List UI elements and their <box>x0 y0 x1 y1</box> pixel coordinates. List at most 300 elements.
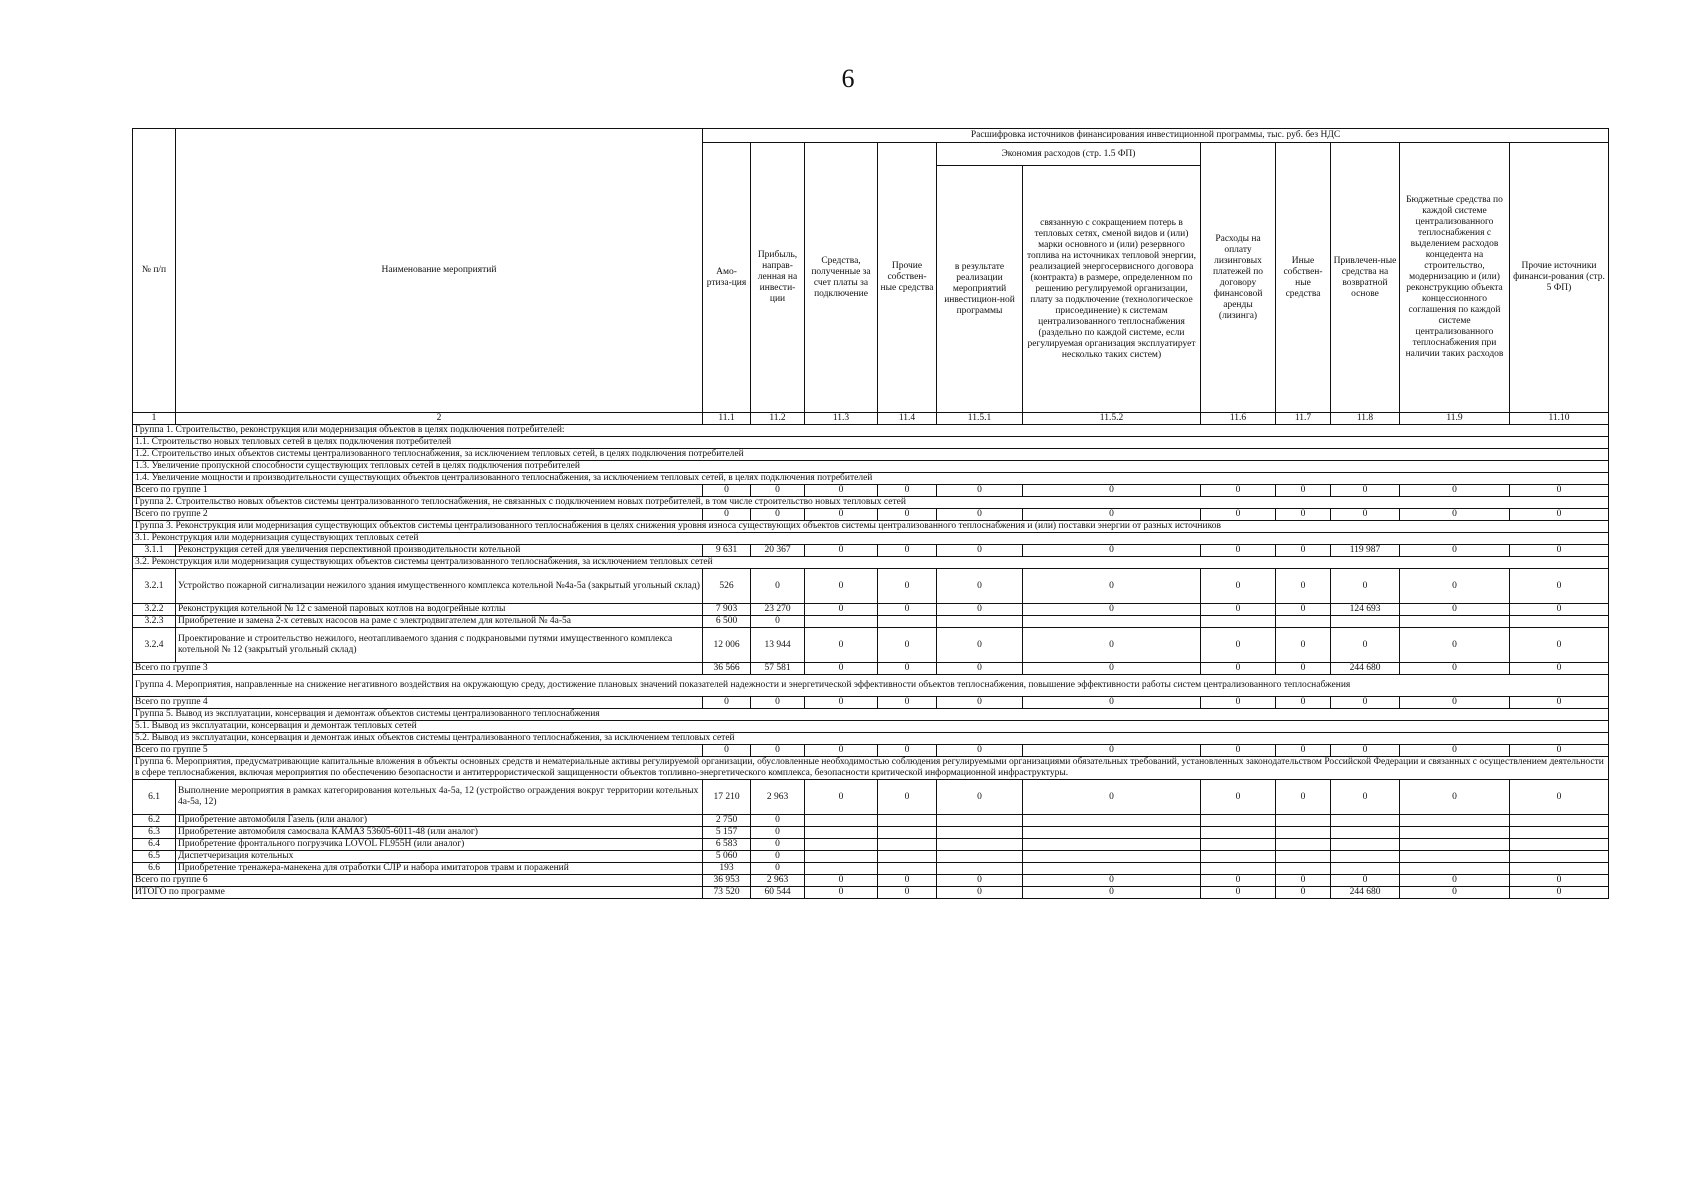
value-cell: 0 <box>805 780 878 815</box>
value-cell: 0 <box>1331 485 1400 497</box>
column-number-cell: 11.1 <box>703 413 751 425</box>
value-cell: 0 <box>805 545 878 557</box>
value-cell: 244 680 <box>1331 663 1400 675</box>
value-cell: 0 <box>1276 663 1331 675</box>
value-cell: 0 <box>1331 628 1400 663</box>
value-cell: 0 <box>1400 628 1510 663</box>
value-cell: 0 <box>1331 875 1400 887</box>
value-cell: 0 <box>1201 663 1276 675</box>
value-cell <box>1201 863 1276 875</box>
header-other-own: Прочие собствен-ные средства <box>878 143 937 413</box>
value-cell <box>1201 839 1276 851</box>
value-cell: 0 <box>751 697 805 709</box>
total-row <box>133 875 1609 887</box>
value-cell: 0 <box>1510 745 1609 757</box>
value-cell: 0 <box>1276 545 1331 557</box>
value-cell: 6 500 <box>703 616 751 628</box>
value-cell: 0 <box>1276 569 1331 604</box>
value-cell <box>1276 616 1331 628</box>
value-cell: 23 270 <box>751 604 805 616</box>
table-row <box>133 839 1609 851</box>
value-cell: 0 <box>937 509 1023 521</box>
value-cell <box>805 839 878 851</box>
value-cell <box>805 827 878 839</box>
value-cell: 0 <box>1201 780 1276 815</box>
value-cell <box>878 851 937 863</box>
value-cell: 0 <box>878 485 937 497</box>
value-cell <box>1276 815 1331 827</box>
value-cell: 0 <box>1023 697 1201 709</box>
header-col-num: № п/п <box>133 129 176 413</box>
section-row <box>133 733 1609 745</box>
value-cell <box>1331 863 1400 875</box>
value-cell: 0 <box>878 569 937 604</box>
value-cell <box>1400 815 1510 827</box>
header-economy-result: в результате реализации мероприятий инвестицион-ной программы <box>937 166 1023 413</box>
value-cell: 0 <box>1400 545 1510 557</box>
header-economy: Экономия расходов (стр. 1.5 ФП) <box>937 143 1201 166</box>
total-row <box>133 509 1609 521</box>
header-other-own-2: Иные собствен-ные средства <box>1276 143 1331 413</box>
value-cell: 0 <box>1331 509 1400 521</box>
item-number: 6.1 <box>133 780 176 815</box>
value-cell: 0 <box>1331 745 1400 757</box>
value-cell: 0 <box>937 745 1023 757</box>
column-number-cell: 1 <box>133 413 176 425</box>
value-cell: 0 <box>878 875 937 887</box>
value-cell: 0 <box>1023 509 1201 521</box>
column-number-cell: 11.6 <box>1201 413 1276 425</box>
value-cell: 0 <box>1023 628 1201 663</box>
value-cell: 0 <box>805 663 878 675</box>
item-number: 6.6 <box>133 863 176 875</box>
header-other-sources: Прочие источники финанси-рования (стр. 5 ФП) <box>1510 143 1609 413</box>
value-cell: 0 <box>703 509 751 521</box>
value-cell <box>937 863 1023 875</box>
table-row <box>133 780 1609 815</box>
value-cell: 0 <box>1201 887 1276 899</box>
header-leasing: Расходы на оплату лизинговых платежей по договору финансовой аренды (лизинга) <box>1201 143 1276 413</box>
value-cell: 0 <box>805 604 878 616</box>
value-cell: 0 <box>937 569 1023 604</box>
table-row <box>133 569 1609 604</box>
table-header <box>133 129 1609 413</box>
value-cell <box>1023 851 1201 863</box>
value-cell: 0 <box>878 628 937 663</box>
value-cell: 0 <box>878 509 937 521</box>
value-cell <box>1510 863 1609 875</box>
value-cell: 0 <box>1331 697 1400 709</box>
value-cell: 9 631 <box>703 545 751 557</box>
section-title: 3.2. Реконструкция или модернизация существующих объектов системы централизованного теплоснабжения, за исключением тепловых сетей <box>133 557 1609 569</box>
section-row <box>133 437 1609 449</box>
value-cell <box>805 851 878 863</box>
total-row <box>133 887 1609 899</box>
item-number: 6.3 <box>133 827 176 839</box>
value-cell: 2 963 <box>751 875 805 887</box>
total-label: Всего по группе 1 <box>133 485 703 497</box>
value-cell: 0 <box>1510 569 1609 604</box>
header-economy-losses: связанную с сокращением потерь в тепловых сетях, сменой видов и (или) марки основного и (или) резервного топлива на источниках тепловой энергии, реализацией энергосервисного договора (контракта) в размере, определенном по решению регулируемой организации, плату за подключение (технологическое присоединение) к системам централизованного теплоснабжения (раздельно по каждой системе, если регулируемая организация эксплуатирует несколько таких систем) <box>1023 166 1201 413</box>
value-cell: 0 <box>1276 509 1331 521</box>
value-cell: 0 <box>878 545 937 557</box>
value-cell <box>1201 851 1276 863</box>
value-cell: 0 <box>1201 875 1276 887</box>
total-row <box>133 745 1609 757</box>
value-cell: 2 750 <box>703 815 751 827</box>
value-cell: 0 <box>751 569 805 604</box>
value-cell: 0 <box>1400 485 1510 497</box>
value-cell: 5 060 <box>703 851 751 863</box>
section-title: Группа 1. Строительство, реконструкция или модернизация объектов в целях подключения потребителей: <box>133 425 1609 437</box>
section-row <box>133 473 1609 485</box>
section-title: 3.1. Реконструкция или модернизация существующих тепловых сетей <box>133 533 1609 545</box>
item-name: Приобретение и замена 2-х сетевых насосов на раме с электродвигателем для котельной № 4а-5а <box>176 616 703 628</box>
item-name: Проектирование и строительство нежилого, неотапливаемого здания с подкрановыми путями имущественного комплекса котельной № 12 (закрытый угольный склад) <box>176 628 703 663</box>
value-cell: 73 520 <box>703 887 751 899</box>
table-row <box>133 827 1609 839</box>
total-label: Всего по группе 5 <box>133 745 703 757</box>
value-cell <box>1400 851 1510 863</box>
value-cell: 0 <box>1023 604 1201 616</box>
section-row <box>133 461 1609 473</box>
section-title: 5.1. Вывод из эксплуатации, консервация и демонтаж тепловых сетей <box>133 721 1609 733</box>
column-number-cell: 11.2 <box>751 413 805 425</box>
item-name: Устройство пожарной сигнализации нежилого здания имущественного комплекса котельной №4а-5а (закрытый угольный склад) <box>176 569 703 604</box>
value-cell: 0 <box>703 745 751 757</box>
column-number-cell: 11.5.1 <box>937 413 1023 425</box>
table-row <box>133 851 1609 863</box>
value-cell <box>878 839 937 851</box>
value-cell <box>878 863 937 875</box>
header-borrowed: Привлечен-ные средства на возвратной основе <box>1331 143 1400 413</box>
value-cell: 20 367 <box>751 545 805 557</box>
value-cell: 0 <box>751 839 805 851</box>
column-number-cell: 11.10 <box>1510 413 1609 425</box>
column-number-cell: 11.4 <box>878 413 937 425</box>
table-row <box>133 545 1609 557</box>
item-number: 6.5 <box>133 851 176 863</box>
value-cell: 0 <box>1276 628 1331 663</box>
value-cell <box>1510 851 1609 863</box>
value-cell: 0 <box>751 815 805 827</box>
value-cell: 119 987 <box>1331 545 1400 557</box>
value-cell <box>1331 815 1400 827</box>
value-cell: 0 <box>937 628 1023 663</box>
value-cell <box>1400 827 1510 839</box>
section-row <box>133 425 1609 437</box>
item-number: 3.2.4 <box>133 628 176 663</box>
value-cell: 12 006 <box>703 628 751 663</box>
value-cell <box>937 839 1023 851</box>
value-cell: 0 <box>878 745 937 757</box>
table-row <box>133 628 1609 663</box>
value-cell: 0 <box>1023 569 1201 604</box>
item-number: 3.2.1 <box>133 569 176 604</box>
value-cell: 0 <box>703 697 751 709</box>
value-cell: 0 <box>1510 509 1609 521</box>
value-cell: 0 <box>751 863 805 875</box>
value-cell: 193 <box>703 863 751 875</box>
section-title: Группа 6. Мероприятия, предусматривающие капитальные вложения в объекты основных средств и нематериальные активы регулируемой организации, обусловленные необходимостью соблюдения регулируемыми организациями обязательных требований, установленных законодательством Российской Федерации и связанных с осуществлением деятельности в сфере теплоснабжения, включая мероприятия по обеспечению безопасности и антитеррористической защищенности объектов топливно-энергетического комплекса, безопасности критической информационной инфраструктуры. <box>133 757 1609 780</box>
value-cell: 0 <box>937 485 1023 497</box>
section-row <box>133 533 1609 545</box>
value-cell <box>1331 839 1400 851</box>
table-row <box>133 616 1609 628</box>
value-cell: 0 <box>1201 745 1276 757</box>
value-cell <box>878 616 937 628</box>
total-label: ИТОГО по программе <box>133 887 703 899</box>
value-cell: 0 <box>1276 485 1331 497</box>
value-cell <box>1510 827 1609 839</box>
value-cell: 0 <box>1400 887 1510 899</box>
value-cell: 0 <box>937 887 1023 899</box>
value-cell: 0 <box>805 875 878 887</box>
value-cell: 0 <box>751 616 805 628</box>
section-title: 1.1. Строительство новых тепловых сетей в целях подключения потребителей <box>133 437 1609 449</box>
value-cell: 0 <box>1023 545 1201 557</box>
value-cell: 124 693 <box>1331 604 1400 616</box>
value-cell <box>1276 839 1331 851</box>
value-cell <box>1400 616 1510 628</box>
value-cell: 5 157 <box>703 827 751 839</box>
section-row <box>133 757 1609 780</box>
value-cell: 0 <box>1276 697 1331 709</box>
value-cell <box>1510 815 1609 827</box>
value-cell: 2 963 <box>751 780 805 815</box>
value-cell: 0 <box>1276 875 1331 887</box>
table-row <box>133 604 1609 616</box>
section-row <box>133 675 1609 697</box>
value-cell: 0 <box>1276 745 1331 757</box>
table-row <box>133 815 1609 827</box>
value-cell: 0 <box>1510 628 1609 663</box>
value-cell <box>1276 863 1331 875</box>
value-cell: 0 <box>1201 628 1276 663</box>
header-amortization: Амо-ртиза-ция <box>703 143 751 413</box>
item-name: Диспетчеризация котельных <box>176 851 703 863</box>
value-cell: 0 <box>703 485 751 497</box>
value-cell: 17 210 <box>703 780 751 815</box>
section-title: 1.3. Увеличение пропускной способности существующих тепловых сетей в целях подключения потребителей <box>133 461 1609 473</box>
value-cell: 0 <box>1201 604 1276 616</box>
section-row <box>133 449 1609 461</box>
section-title: 1.4. Увеличение мощности и производительности существующих объектов централизованного теплоснабжения, за исключением тепловых сетей, в целях подключения потребителей <box>133 473 1609 485</box>
value-cell: 6 583 <box>703 839 751 851</box>
table-body <box>133 413 1609 899</box>
section-title: Группа 3. Реконструкция или модернизация существующих объектов системы централизованного теплоснабжения в целях снижения уровня износа существующих объектов системы централизованного теплоснабжения и (или) поставки энергии от разных источников <box>133 521 1609 533</box>
value-cell: 60 544 <box>751 887 805 899</box>
value-cell: 0 <box>1510 875 1609 887</box>
column-number-cell: 11.9 <box>1400 413 1510 425</box>
value-cell: 36 566 <box>703 663 751 675</box>
value-cell: 0 <box>1201 545 1276 557</box>
header-connection-fee: Средства, полученные за счет платы за подключение <box>805 143 878 413</box>
total-row <box>133 663 1609 675</box>
section-row <box>133 721 1609 733</box>
value-cell: 0 <box>878 780 937 815</box>
value-cell: 0 <box>751 745 805 757</box>
item-name: Реконструкция сетей для увеличения перспективной производительности котельной <box>176 545 703 557</box>
value-cell: 0 <box>751 851 805 863</box>
value-cell <box>878 815 937 827</box>
item-number: 6.4 <box>133 839 176 851</box>
value-cell: 0 <box>878 697 937 709</box>
value-cell: 57 581 <box>751 663 805 675</box>
value-cell <box>1400 863 1510 875</box>
value-cell <box>1023 815 1201 827</box>
value-cell: 0 <box>1510 485 1609 497</box>
item-number: 3.1.1 <box>133 545 176 557</box>
financing-table-container <box>132 128 1608 899</box>
section-title: Группа 5. Вывод из эксплуатации, консервация и демонтаж объектов системы централизованного теплоснабжения <box>133 709 1609 721</box>
value-cell: 0 <box>805 887 878 899</box>
value-cell: 0 <box>1400 569 1510 604</box>
total-label: Всего по группе 4 <box>133 697 703 709</box>
financing-table <box>132 128 1609 899</box>
section-row <box>133 709 1609 721</box>
value-cell: 244 680 <box>1331 887 1400 899</box>
value-cell: 0 <box>1331 780 1400 815</box>
item-name: Выполнение мероприятия в рамках категорирования котельных 4а-5а, 12 (устройство ограждения вокруг территории котельных 4а-5а, 12) <box>176 780 703 815</box>
value-cell <box>1400 839 1510 851</box>
item-name: Реконструкция котельной № 12 с заменой паровых котлов на водогрейные котлы <box>176 604 703 616</box>
value-cell: 0 <box>1510 545 1609 557</box>
item-number: 3.2.3 <box>133 616 176 628</box>
value-cell <box>1201 827 1276 839</box>
value-cell: 0 <box>1510 697 1609 709</box>
header-col-name: Наименование мероприятий <box>176 129 703 413</box>
value-cell: 0 <box>1276 780 1331 815</box>
value-cell <box>937 616 1023 628</box>
value-cell <box>1201 616 1276 628</box>
value-cell: 0 <box>1400 780 1510 815</box>
total-label: Всего по группе 3 <box>133 663 703 675</box>
column-number-cell: 2 <box>176 413 703 425</box>
value-cell: 0 <box>1023 663 1201 675</box>
value-cell: 0 <box>1023 875 1201 887</box>
page-number: 6 <box>841 64 855 93</box>
value-cell: 0 <box>1510 663 1609 675</box>
value-cell: 0 <box>751 509 805 521</box>
value-cell: 0 <box>1023 780 1201 815</box>
value-cell: 0 <box>805 485 878 497</box>
value-cell: 0 <box>937 780 1023 815</box>
value-cell: 0 <box>878 887 937 899</box>
value-cell: 0 <box>1201 485 1276 497</box>
column-number-cell: 11.7 <box>1276 413 1331 425</box>
value-cell: 0 <box>1276 887 1331 899</box>
value-cell <box>1331 616 1400 628</box>
value-cell <box>1201 815 1276 827</box>
value-cell: 0 <box>937 697 1023 709</box>
value-cell: 0 <box>878 604 937 616</box>
value-cell: 0 <box>1400 509 1510 521</box>
value-cell <box>1023 616 1201 628</box>
value-cell <box>937 851 1023 863</box>
header-profit: Прибыль, направ-ленная на инвести-ции <box>751 143 805 413</box>
total-label: Всего по группе 2 <box>133 509 703 521</box>
value-cell: 0 <box>1400 745 1510 757</box>
value-cell: 0 <box>805 628 878 663</box>
value-cell: 0 <box>751 485 805 497</box>
value-cell <box>805 815 878 827</box>
value-cell: 0 <box>1400 697 1510 709</box>
value-cell: 0 <box>1201 569 1276 604</box>
section-title: Группа 4. Мероприятия, направленные на снижение негативного воздействия на окружающую среду, достижение плановых значений показателей надежности и энергетической эффективности объектов теплоснабжения, повышение эффективности работы систем централизованного теплоснабжения <box>133 675 1609 697</box>
item-name: Приобретение фронтального погрузчика LOVOL FL955H (или аналог) <box>176 839 703 851</box>
header-financing-group: Расшифровка источников финансирования инвестиционной программы, тыс. руб. без НДС <box>703 129 1609 143</box>
section-row <box>133 521 1609 533</box>
value-cell <box>1023 827 1201 839</box>
value-cell <box>805 863 878 875</box>
value-cell: 0 <box>1400 875 1510 887</box>
value-cell <box>805 616 878 628</box>
column-number-row <box>133 413 1609 425</box>
item-number: 3.2.2 <box>133 604 176 616</box>
value-cell <box>1331 827 1400 839</box>
value-cell: 526 <box>703 569 751 604</box>
value-cell <box>1276 827 1331 839</box>
value-cell: 7 903 <box>703 604 751 616</box>
total-row <box>133 697 1609 709</box>
section-title: Группа 2. Строительство новых объектов системы централизованного теплоснабжения, не связанных с подключением новых потребителей, в том числе строительство новых тепловых сетей <box>133 497 1609 509</box>
value-cell: 0 <box>1510 780 1609 815</box>
column-number-cell: 11.5.2 <box>1023 413 1201 425</box>
header-budget: Бюджетные средства по каждой системе централизованного теплоснабжения с выделением расходов концедента на строительство, модернизацию и (или) реконструкцию объекта концессионного соглашения по каждой системе централизованного теплоснабжения при наличии таких расходов <box>1400 143 1510 413</box>
value-cell: 0 <box>1400 663 1510 675</box>
value-cell: 13 944 <box>751 628 805 663</box>
value-cell: 0 <box>1510 604 1609 616</box>
value-cell: 0 <box>878 663 937 675</box>
value-cell: 0 <box>1023 887 1201 899</box>
value-cell: 0 <box>937 875 1023 887</box>
value-cell: 0 <box>1331 569 1400 604</box>
item-name: Приобретение автомобиля Газель (или аналог) <box>176 815 703 827</box>
value-cell: 0 <box>1023 485 1201 497</box>
value-cell: 0 <box>1276 604 1331 616</box>
value-cell: 0 <box>805 745 878 757</box>
value-cell: 0 <box>937 604 1023 616</box>
value-cell: 0 <box>1510 887 1609 899</box>
value-cell: 36 953 <box>703 875 751 887</box>
item-name: Приобретение автомобиля самосвала КАМАЗ 53605-6011-48 (или аналог) <box>176 827 703 839</box>
section-title: 1.2. Строительство иных объектов системы централизованного теплоснабжения, за исключением тепловых сетей, в целях подключения потребителей <box>133 449 1609 461</box>
item-name: Приобретение тренажера-манекена для отработки СЛР и набора имитаторов травм и поражений <box>176 863 703 875</box>
value-cell: 0 <box>751 827 805 839</box>
value-cell <box>937 815 1023 827</box>
value-cell: 0 <box>1201 697 1276 709</box>
value-cell <box>1023 863 1201 875</box>
section-row <box>133 557 1609 569</box>
value-cell: 0 <box>937 663 1023 675</box>
value-cell <box>1510 839 1609 851</box>
total-label: Всего по группе 6 <box>133 875 703 887</box>
section-row <box>133 497 1609 509</box>
value-cell: 0 <box>805 569 878 604</box>
value-cell: 0 <box>937 545 1023 557</box>
section-title: 5.2. Вывод из эксплуатации, консервация и демонтаж иных объектов системы централизованного теплоснабжения, за исключением тепловых сетей <box>133 733 1609 745</box>
total-row <box>133 485 1609 497</box>
value-cell <box>1331 851 1400 863</box>
column-number-cell: 11.8 <box>1331 413 1400 425</box>
value-cell <box>1023 839 1201 851</box>
table-row <box>133 863 1609 875</box>
value-cell <box>878 827 937 839</box>
value-cell: 0 <box>1023 745 1201 757</box>
item-number: 6.2 <box>133 815 176 827</box>
value-cell <box>1510 616 1609 628</box>
